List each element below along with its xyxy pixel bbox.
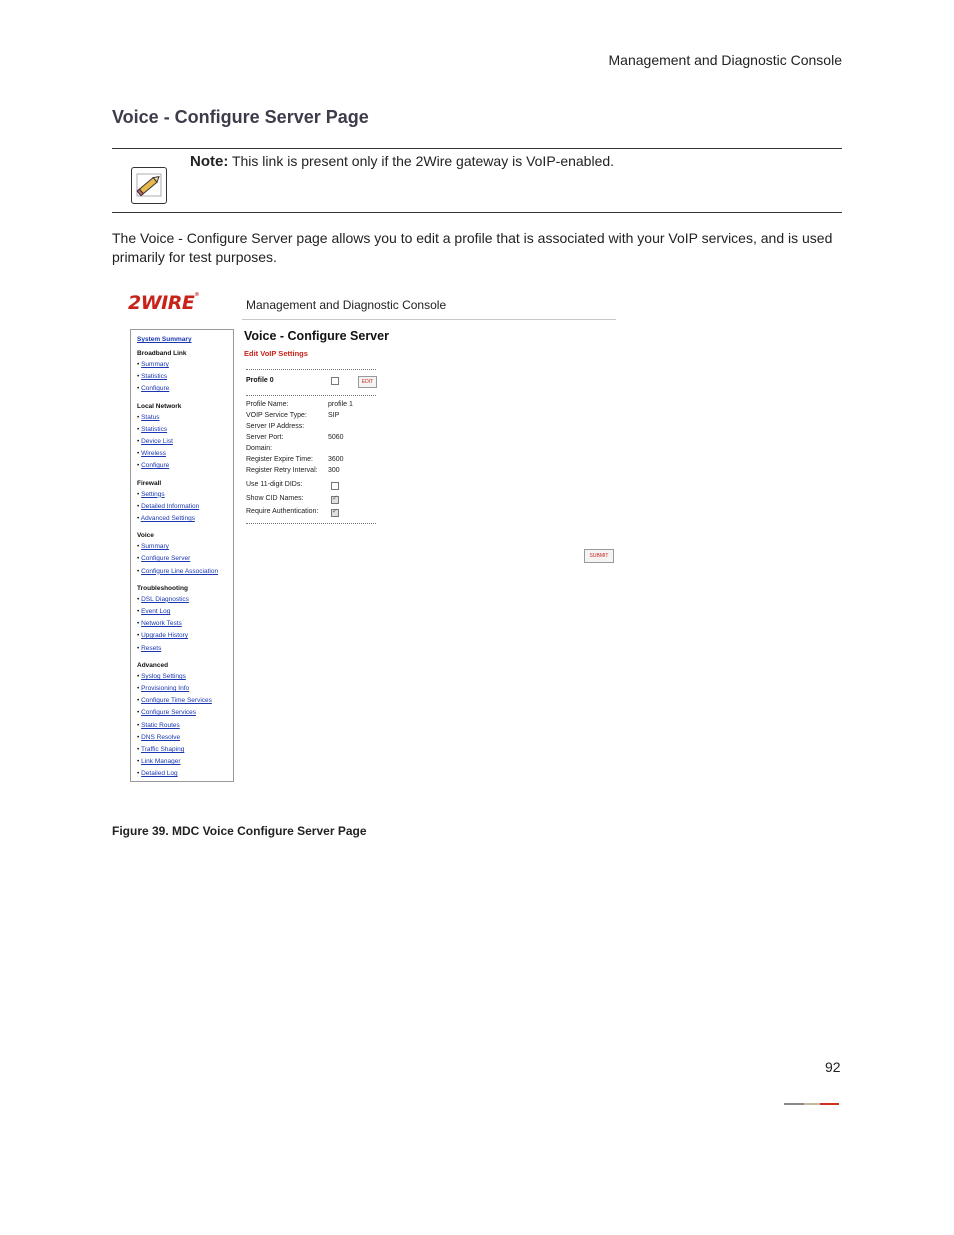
sidebar-group bbox=[137, 350, 233, 396]
profile-label: Profile 0 bbox=[246, 377, 274, 384]
field-value: 5060 bbox=[328, 434, 344, 441]
sidebar-link-label: Provisioning Info bbox=[141, 685, 190, 693]
dotted-divider bbox=[246, 369, 376, 370]
sidebar-link-label: Traffic Shaping bbox=[140, 746, 185, 754]
sidebar-link-label: Advanced Settings bbox=[140, 515, 195, 523]
sidebar-link-label: Configure Time Services bbox=[141, 697, 212, 705]
note-text bbox=[190, 153, 614, 170]
sidebar-link[interactable]: • Settings bbox=[137, 490, 165, 498]
2wire-logo: 2WIRE® bbox=[128, 292, 199, 314]
field-label: Domain: bbox=[246, 445, 273, 452]
section-title: Voice - Configure Server Page bbox=[112, 107, 369, 127]
sidebar-group-heading: Broadband Link bbox=[137, 350, 187, 357]
sidebar-link-label: Configure Services bbox=[141, 709, 197, 717]
sidebar-group-heading: Troubleshooting bbox=[137, 584, 188, 592]
checkbox-label: Require Authentication: bbox=[246, 508, 319, 515]
sidebar-link[interactable]: • Status bbox=[137, 413, 160, 421]
sidebar-link[interactable]: • Summary bbox=[137, 361, 169, 368]
sidebar-link-label: Summary bbox=[141, 543, 169, 551]
checkbox-label: Show CID Names: bbox=[246, 494, 304, 502]
sidebar-link-label: Statistics bbox=[141, 425, 168, 433]
field-label: Register Expire Time: bbox=[246, 456, 313, 463]
main-panel bbox=[244, 329, 616, 589]
sidebar-link-label: Status bbox=[141, 413, 160, 421]
sidebar-link[interactable]: • Statistics bbox=[137, 373, 168, 381]
sidebar-nav bbox=[130, 329, 234, 782]
field-label: Server Port: bbox=[246, 434, 284, 441]
running-header: Management and Diagnostic Console bbox=[608, 52, 842, 68]
field-value: 3600 bbox=[328, 456, 344, 463]
sidebar-link-label: Link Manager bbox=[141, 758, 181, 766]
sidebar-group bbox=[137, 585, 233, 655]
sidebar-link-system-summary[interactable]: System Summary bbox=[137, 336, 192, 343]
sidebar-link[interactable]: • Network Tests bbox=[137, 620, 182, 628]
main-subtitle: Edit VoIP Settings bbox=[244, 349, 308, 358]
sidebar-link-label: Configure bbox=[141, 385, 170, 393]
sidebar-link[interactable]: • Detailed Information bbox=[137, 502, 200, 510]
sidebar-link[interactable]: • Syslog Settings bbox=[137, 672, 186, 680]
sidebar-group-heading: Local Network bbox=[137, 402, 182, 410]
sidebar-link-label: Network Tests bbox=[141, 620, 182, 628]
sidebar-group-heading: Voice bbox=[137, 532, 154, 540]
main-title: Voice - Configure Server bbox=[244, 329, 389, 343]
option-checkbox[interactable] bbox=[331, 509, 339, 517]
option-checkbox[interactable] bbox=[331, 482, 339, 490]
sidebar-link-label: Statistics bbox=[141, 373, 168, 381]
profile-checkbox[interactable] bbox=[331, 377, 339, 385]
sidebar-link-label: Wireless bbox=[141, 450, 167, 458]
sidebar-group bbox=[137, 662, 233, 781]
page-number: 92 bbox=[825, 1059, 841, 1075]
sidebar-link[interactable]: • Configure Services bbox=[137, 709, 197, 717]
sidebar-link[interactable]: • Event Log bbox=[137, 608, 171, 616]
sidebar-link-label: Syslog Settings bbox=[141, 672, 186, 680]
field-label: Profile Name: bbox=[246, 401, 289, 408]
sidebar-link-label: DNS Resolve bbox=[141, 733, 181, 741]
sidebar-link-label: Detailed Log bbox=[141, 770, 178, 778]
note-body: This link is present only if the 2Wire gateway is VoIP-enabled. bbox=[231, 153, 615, 169]
sidebar-link[interactable]: • Link Manager bbox=[137, 758, 181, 766]
body-paragraph: The Voice - Configure Server page allows you to edit a profile that is associated with your VoIP services, and is used primarily for test purposes. bbox=[112, 230, 833, 265]
sidebar-groups bbox=[137, 350, 233, 781]
sidebar-link-label: Detailed Information bbox=[141, 502, 200, 510]
sidebar-link-label: Summary bbox=[141, 361, 169, 368]
sidebar-link[interactable]: • Provisioning Info bbox=[137, 685, 190, 693]
footer-accent-bar bbox=[804, 1103, 820, 1105]
sidebar-link[interactable]: • Upgrade History bbox=[137, 632, 189, 640]
sidebar-link-label: Upgrade History bbox=[141, 632, 189, 640]
sidebar-link[interactable]: • DSL Diagnostics bbox=[137, 595, 189, 603]
sidebar-link-label: Configure Line Association bbox=[141, 567, 219, 575]
sidebar-link[interactable]: • Resets bbox=[137, 644, 162, 652]
sidebar-link[interactable]: • Summary bbox=[137, 543, 169, 551]
sidebar-group bbox=[137, 532, 233, 578]
sidebar-link[interactable]: • Configure Time Services bbox=[137, 697, 212, 705]
sidebar-link[interactable]: • Device List bbox=[137, 438, 173, 446]
sidebar-link-label: Settings bbox=[141, 490, 165, 498]
footer-accent-bar bbox=[784, 1103, 804, 1105]
console-title: Management and Diagnostic Console bbox=[246, 298, 447, 312]
sidebar-link-label: Event Log bbox=[141, 608, 171, 616]
note-label: Note: bbox=[190, 153, 229, 170]
sidebar-link-label: Device List bbox=[141, 438, 173, 446]
edit-button[interactable]: EDIT bbox=[358, 376, 377, 388]
sidebar-link[interactable]: • Static Routes bbox=[137, 721, 180, 729]
submit-button[interactable]: SUBMIT bbox=[584, 549, 614, 563]
sidebar-link[interactable]: • Configure bbox=[137, 385, 170, 393]
sidebar-link[interactable]: • Configure bbox=[137, 462, 170, 470]
sidebar-link[interactable]: • Statistics bbox=[137, 425, 168, 433]
sidebar-group bbox=[137, 403, 233, 473]
pencil-note-icon bbox=[131, 167, 167, 204]
header-divider bbox=[242, 319, 616, 320]
option-checkbox[interactable] bbox=[331, 496, 339, 504]
sidebar-link[interactable]: • DNS Resolve bbox=[137, 733, 181, 741]
checkbox-label: Use 11-digit DIDs: bbox=[246, 481, 303, 488]
field-value: 300 bbox=[328, 467, 340, 474]
sidebar-link-label: Resets bbox=[141, 644, 162, 652]
field-label: Server IP Address: bbox=[246, 423, 305, 430]
sidebar-group-heading: Firewall bbox=[137, 479, 162, 487]
footer-accent-bar bbox=[820, 1103, 839, 1105]
sidebar-link[interactable]: • Wireless bbox=[137, 450, 167, 458]
sidebar-link[interactable]: • Detailed Log bbox=[137, 770, 178, 778]
sidebar-group bbox=[137, 480, 233, 526]
sidebar-link[interactable]: • Traffic Shaping bbox=[137, 746, 185, 754]
sidebar-link-label: Static Routes bbox=[141, 721, 180, 729]
field-label: Register Retry Interval: bbox=[246, 467, 318, 474]
sidebar-link[interactable]: • Configure Line Association bbox=[137, 567, 219, 575]
sidebar-link-label: Configure bbox=[141, 462, 170, 470]
sidebar-link-label: Configure Server bbox=[141, 555, 191, 563]
sidebar-link[interactable]: • Configure Server bbox=[137, 555, 191, 563]
sidebar-group-heading: Advanced bbox=[137, 661, 169, 669]
note-box bbox=[112, 148, 842, 213]
field-label: VOIP Service Type: bbox=[246, 412, 307, 419]
field-value: profile 1 bbox=[328, 401, 353, 408]
sidebar-link-label: DSL Diagnostics bbox=[141, 595, 189, 603]
figure-caption: Figure 39. MDC Voice Configure Server Page bbox=[112, 824, 367, 838]
dotted-divider bbox=[246, 523, 376, 524]
field-value: SIP bbox=[328, 412, 340, 419]
sidebar-link[interactable]: • Advanced Settings bbox=[137, 515, 195, 523]
console-screenshot bbox=[126, 288, 618, 786]
dotted-divider bbox=[246, 395, 376, 396]
